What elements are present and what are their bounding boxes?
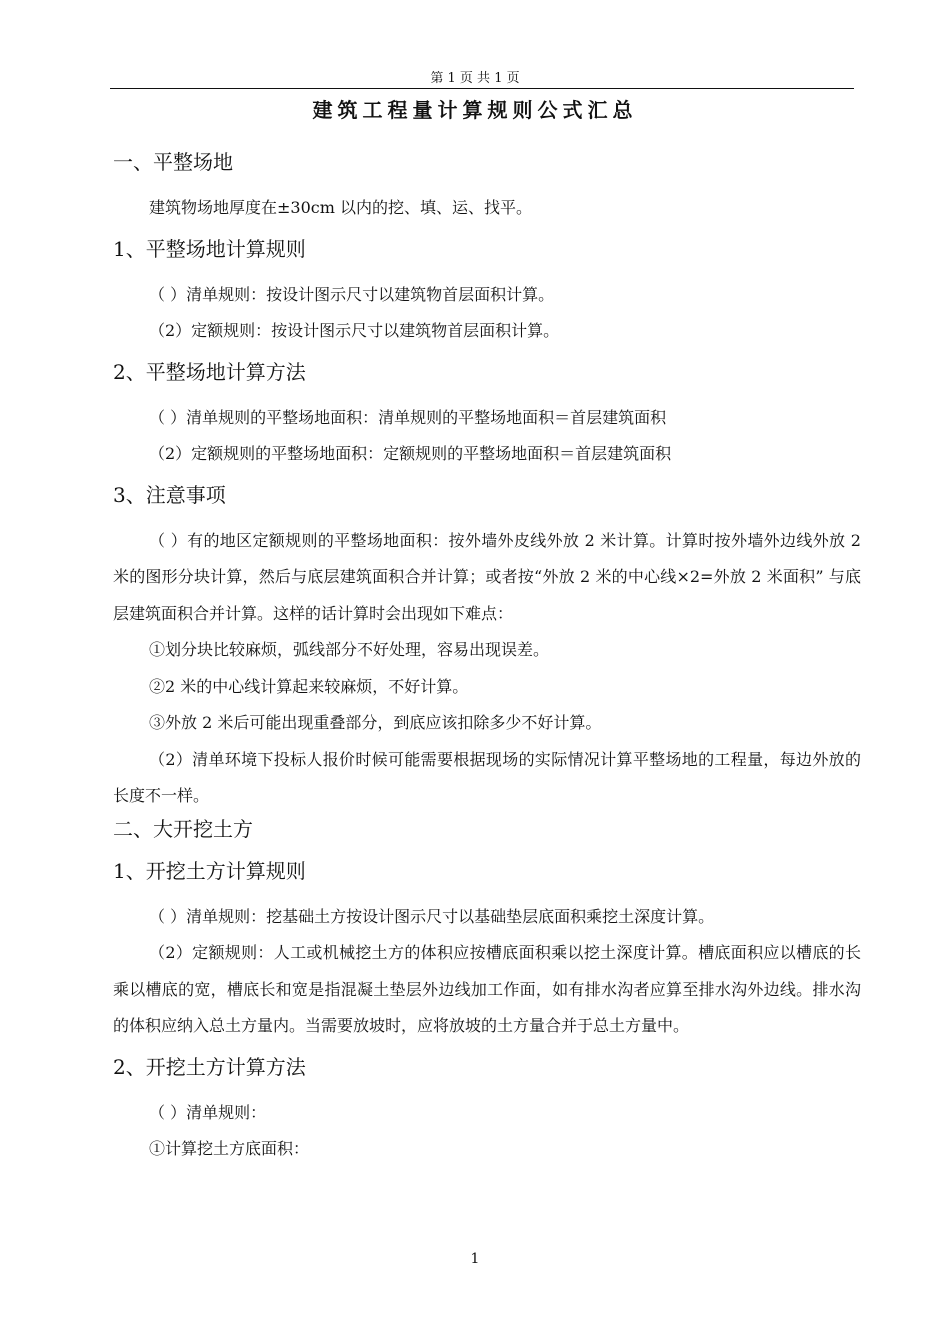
section-heading: 一、平整场地 <box>113 150 233 174</box>
paragraph: （ ）清单规则： <box>149 1102 267 1122</box>
section-heading: 2、平整场地计算方法 <box>113 359 306 384</box>
paragraph: ①计算挖土方底面积： <box>149 1139 310 1158</box>
page-number: 1 <box>470 1251 480 1267</box>
paragraph: ②2 米的中心线计算起来较麻烦，不好计算。 <box>149 676 469 696</box>
header-rule <box>110 88 854 89</box>
section-heading: 3、注意事项 <box>113 482 226 507</box>
section-heading: 二、大开挖土方 <box>113 816 253 841</box>
paragraph: ①划分块比较麻烦，弧线部分不好处理，容易出现误差。 <box>149 640 550 659</box>
section-heading: 1、平整场地计算规则 <box>113 236 306 261</box>
section-heading: 1、开挖土方计算规则 <box>113 858 306 883</box>
running-head: 第 1 页 共 1 页 <box>430 71 520 86</box>
paragraph: 建筑物场地厚度在±30cm 以内的挖、填、运、找平。 <box>149 198 532 217</box>
paragraph: （ ）有的地区定额规则的平整场地面积：按外墙外皮线外放 2 米计算。计算时按外墙外边线外放 2 米的图形分块计算，然后与底层建筑面积合并计算；或者按“外放 2 米的中心线×2=外放 2 米面积” 与底层建筑面积合并计算。这样的话计算时会出现如下难点： <box>113 530 861 623</box>
section-heading: 2、开挖土方计算方法 <box>113 1054 306 1079</box>
document-body <box>113 148 861 1168</box>
paragraph: （2）定额规则的平整场地面积：定额规则的平整场地面积＝首层建筑面积 <box>149 444 672 463</box>
paragraph: （ ）清单规则：按设计图示尺寸以建筑物首层面积计算。 <box>149 284 555 304</box>
paragraph: （2）定额规则：人工或机械挖土方的体积应按槽底面积乘以挖土深度计算。槽底面积应以槽底的长乘以槽底的宽，槽底长和宽是指混凝土垫层外边线加工作面，如有排水沟者应算至排水沟外边线。排水沟的体积应纳入总土方量内。当需要放坡时，应将放坡的土方量合并于总土方量中。 <box>113 943 861 1035</box>
document-title: 建筑工程量计算规则公式汇总 <box>312 98 638 122</box>
paragraph: （2）清单环境下投标人报价时候可能需要根据现场的实际情况计算平整场地的工程量，每边外放的长度不一样。 <box>113 749 861 805</box>
paragraph: （ ）清单规则：挖基础土方按设计图示尺寸以基础垫层底面积乘挖土深度计算。 <box>149 906 715 926</box>
paragraph: （ ）清单规则的平整场地面积：清单规则的平整场地面积＝首层建筑面积 <box>149 407 667 427</box>
paragraph: ③外放 2 米后可能出现重叠部分，到底应该扣除多少不好计算。 <box>149 713 602 732</box>
paragraph: （2）定额规则：按设计图示尺寸以建筑物首层面积计算。 <box>149 321 560 340</box>
